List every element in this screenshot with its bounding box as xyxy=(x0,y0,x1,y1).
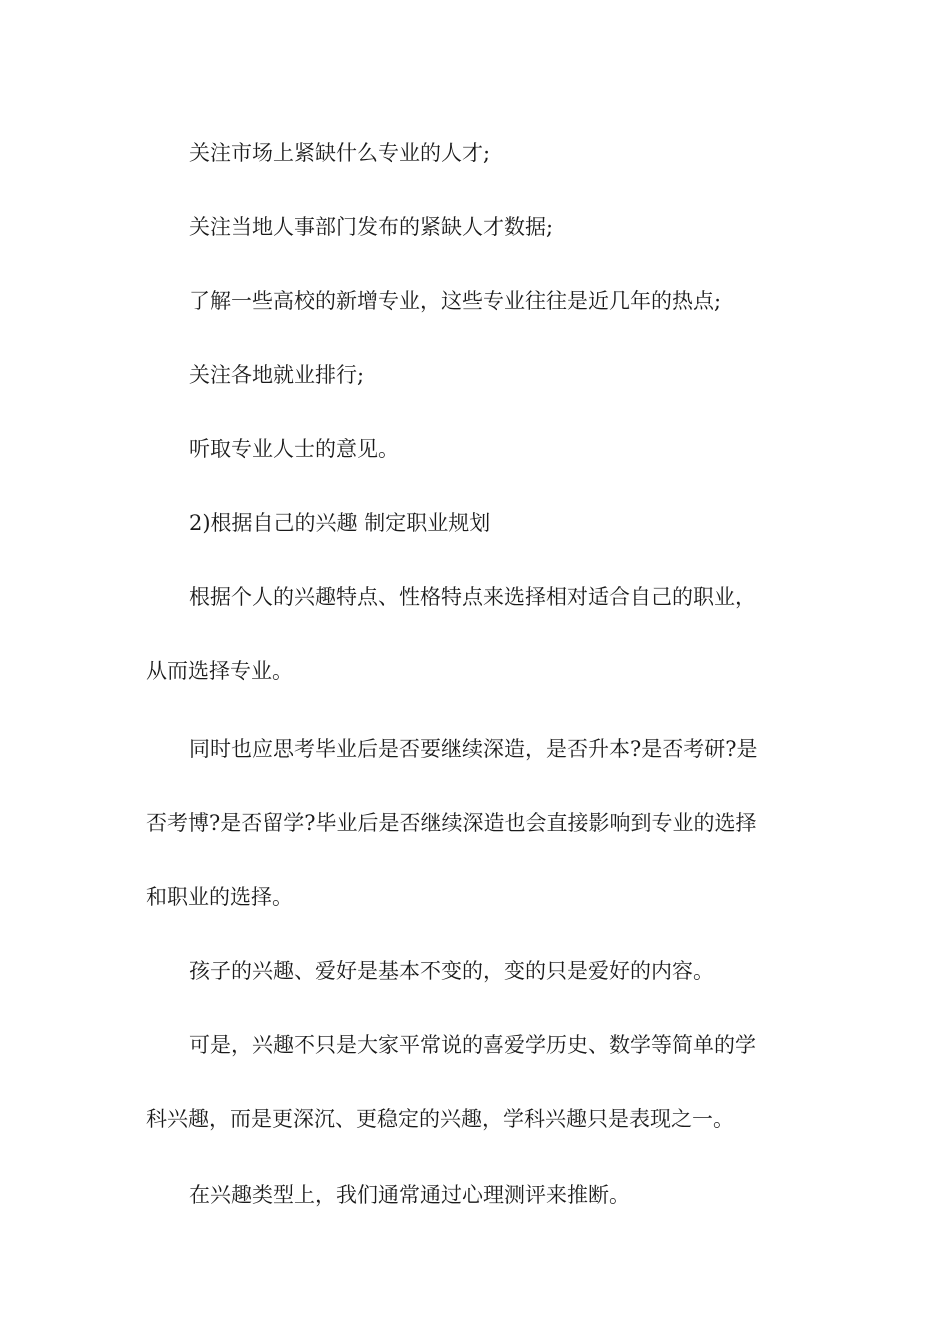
paragraph-line: 了解一些高校的新增专业，这些专业往往是近几年的热点; xyxy=(189,289,722,313)
paragraph-line: 在兴趣类型上，我们通常通过心理测评来推断。 xyxy=(189,1183,630,1207)
paragraph-line: 根据个人的兴趣特点、性格特点来选择相对适合自己的职业， xyxy=(189,585,756,609)
paragraph-line: 科兴趣，而是更深沉、更稳定的兴趣，学科兴趣只是表现之一。 xyxy=(146,1107,734,1131)
paragraph-line: 孩子的兴趣、爱好是基本不变的，变的只是爱好的内容。 xyxy=(189,959,714,983)
paragraph-line: 关注当地人事部门发布的紧缺人才数据; xyxy=(189,215,554,239)
section-heading: 2)根据自己的兴趣 制定职业规划 xyxy=(189,511,491,535)
paragraph-line: 和职业的选择。 xyxy=(146,885,293,909)
paragraph-line: 否考博?是否留学?毕业后是否继续深造也会直接影响到专业的选择 xyxy=(146,811,757,835)
paragraph-line: 关注市场上紧缺什么专业的人才; xyxy=(189,141,491,165)
paragraph-line: 关注各地就业排行; xyxy=(189,363,365,387)
paragraph-line: 同时也应思考毕业后是否要继续深造，是否升本?是否考研?是 xyxy=(189,737,758,761)
paragraph-line: 可是，兴趣不只是大家平常说的喜爱学历史、数学等简单的学 xyxy=(189,1033,756,1057)
paragraph-line: 从而选择专业。 xyxy=(146,659,293,683)
paragraph-line: 听取专业人士的意见。 xyxy=(189,437,399,461)
